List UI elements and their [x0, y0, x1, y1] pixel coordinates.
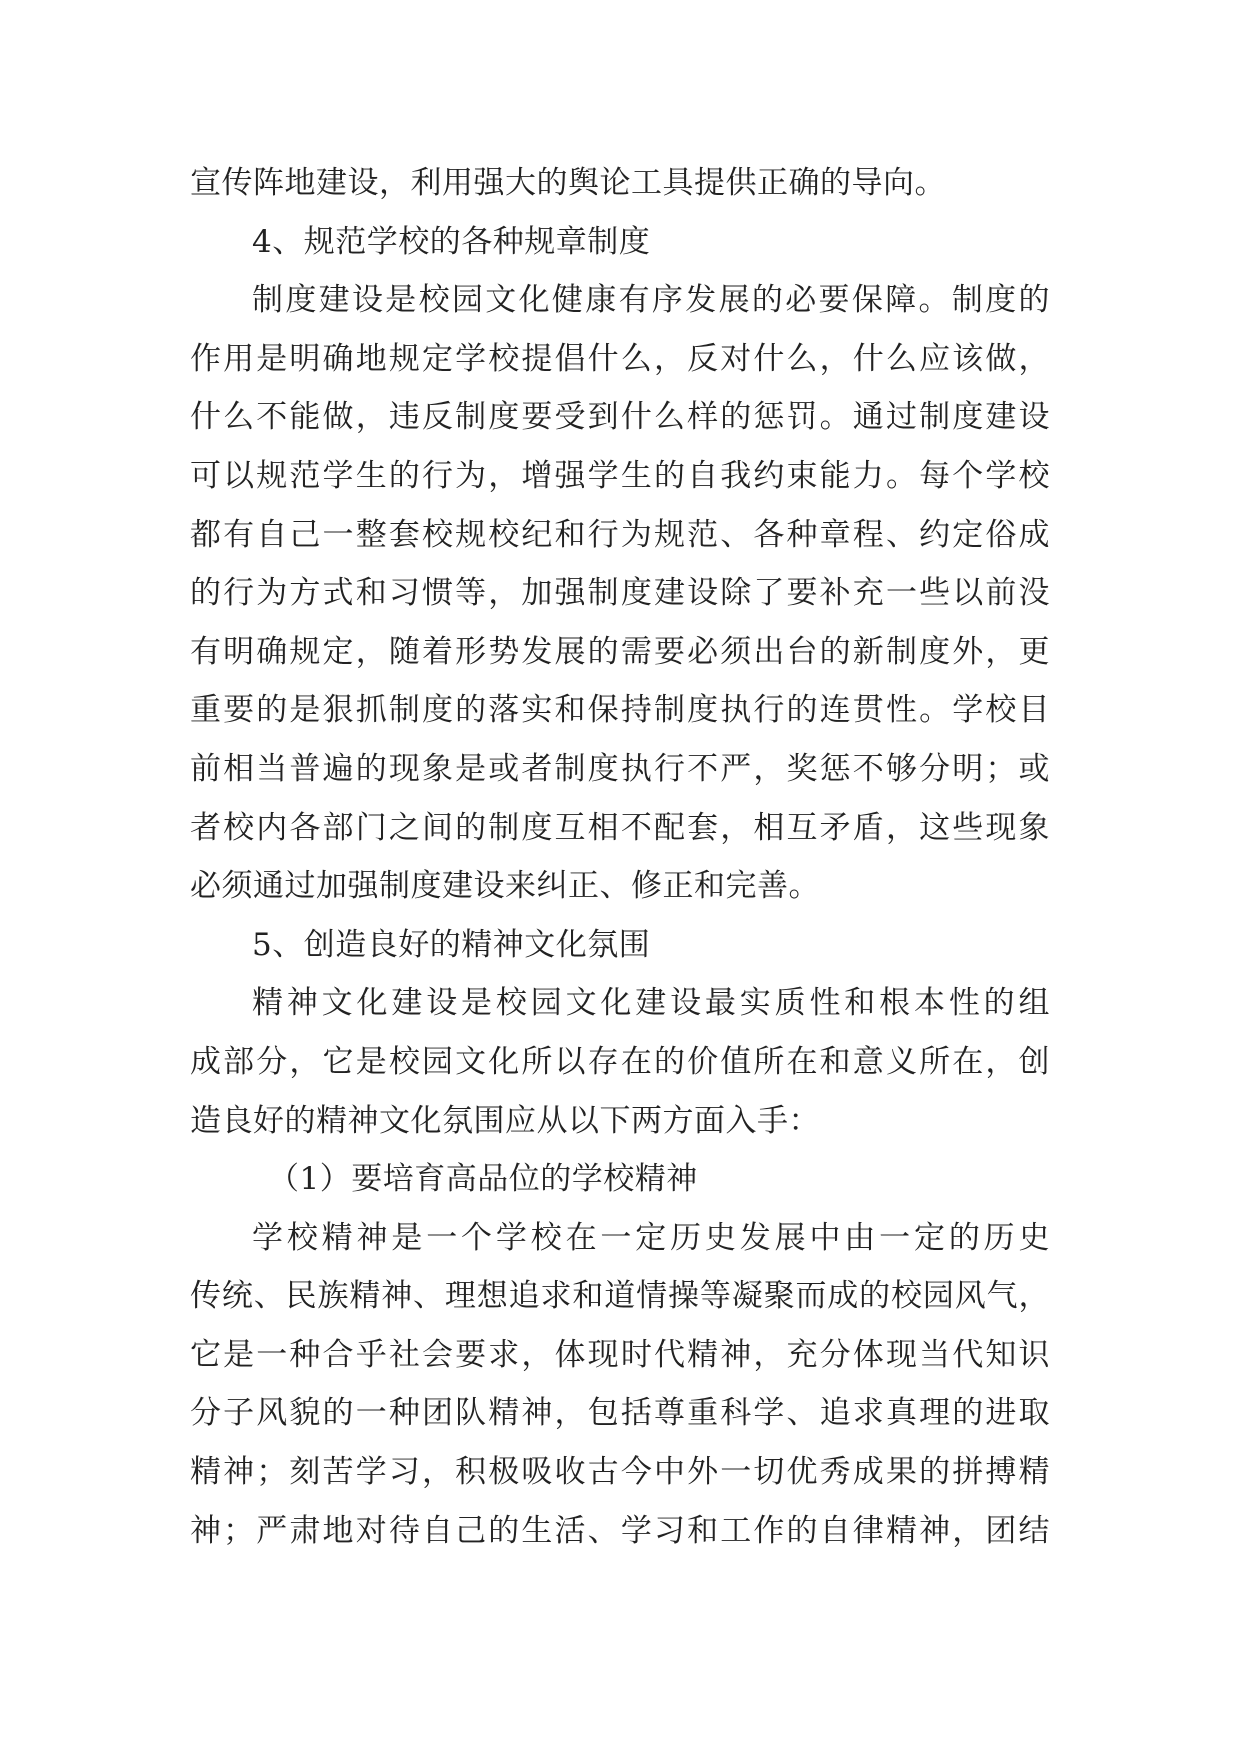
text-line: 重要的是狠抓制度的落实和保持制度执行的连贯性。学校目	[190, 692, 1050, 729]
text-line: 作用是明确地规定学校提倡什么，反对什么，什么应该做，	[190, 340, 1050, 377]
text-line: 神；严肃地对待自己的生活、学习和工作的自律精神，团结	[190, 1512, 1050, 1549]
text-line: 制度建设是校园文化健康有序发展的必要保障。制度的	[252, 282, 1050, 319]
text-line: 精神文化建设是校园文化建设最实质性和根本性的组	[252, 985, 1050, 1022]
section-heading: （1）要培育高品位的学校精神	[268, 1161, 698, 1198]
text-line: 什么不能做，违反制度要受到什么样的惩罚。通过制度建设	[190, 399, 1050, 436]
text-line: 造良好的精神文化氛围应从以下两方面入手：	[190, 1102, 820, 1139]
text-line: 者校内各部门之间的制度互相不配套，相互矛盾，这些现象	[190, 809, 1050, 846]
text-line: 的行为方式和习惯等，加强制度建设除了要补充一些以前没	[190, 575, 1050, 612]
text-line: 成部分，它是校园文化所以存在的价值所在和意义所在，创	[190, 1043, 1050, 1080]
section-heading: 5、创造良好的精神文化氛围	[252, 926, 651, 963]
section-heading: 4、规范学校的各种规章制度	[252, 223, 651, 260]
text-line: 可以规范学生的行为，增强学生的自我约束能力。每个学校	[190, 457, 1050, 494]
body-text	[190, 154, 1050, 1560]
text-line: 分子风貌的一种团队精神，包括尊重科学、追求真理的进取	[190, 1395, 1050, 1432]
text-line: 传统、民族精神、理想追求和道情操等凝聚而成的校园风气，	[190, 1278, 1050, 1315]
text-line: 宣传阵地建设，利用强大的舆论工具提供正确的导向。	[190, 165, 946, 201]
text-line: 精神；刻苦学习，积极吸收古今中外一切优秀成果的拼搏精	[190, 1454, 1050, 1491]
text-line: 有明确规定，随着形势发展的需要必须出台的新制度外，更	[190, 633, 1050, 670]
text-line: 前相当普遍的现象是或者制度执行不严，奖惩不够分明；或	[190, 750, 1050, 787]
text-line: 都有自己一整套校规校纪和行为规范、各种章程、约定俗成	[190, 516, 1050, 553]
text-line: 它是一种合乎社会要求，体现时代精神，充分体现当代知识	[190, 1336, 1050, 1373]
text-line: 学校精神是一个学校在一定历史发展中由一定的历史	[252, 1219, 1050, 1256]
text-line: 必须通过加强制度建设来纠正、修正和完善。	[190, 868, 820, 905]
